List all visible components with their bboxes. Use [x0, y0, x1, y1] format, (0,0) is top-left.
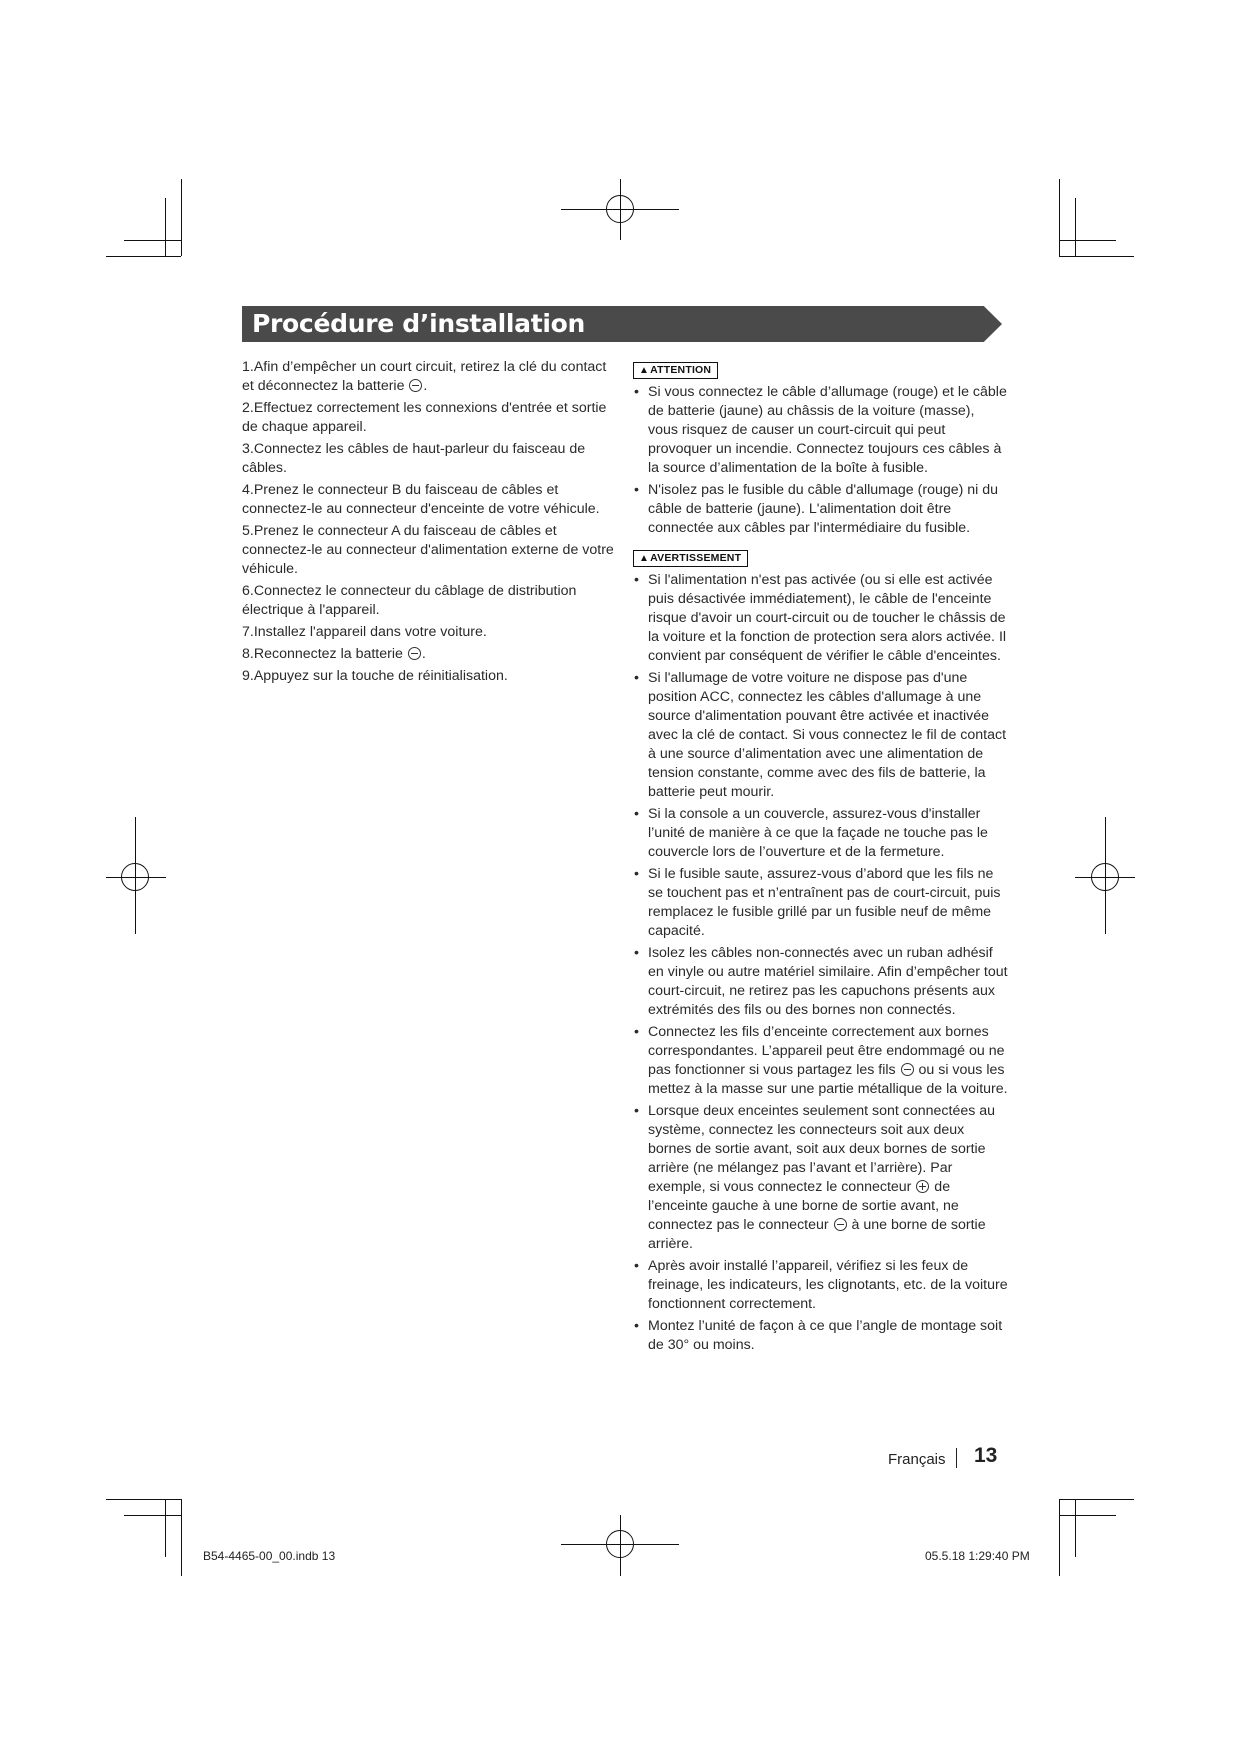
text-segment: Connectez le connecteur du câblage de distribution électrique à l'appareil.	[242, 583, 577, 618]
text-segment: Afin d’empêcher un court circuit, retirez la clé du contact et déconnectez la batterie	[242, 359, 607, 394]
text-segment: Montez l’unité de façon à ce que l’angle de montage soit de 30° ou moins.	[648, 1318, 1003, 1353]
attention-item: • N'isolez pas le fusible du câble d'allumage (rouge) ni du câble de batterie (jaune). L'alimentation doit être connectée aux câbles par l'intermédiaire du fusible.	[633, 481, 1008, 538]
avertissement-item	[633, 865, 1008, 941]
warning-triangle-icon: ▲	[639, 553, 650, 564]
avertissement-item	[633, 1317, 1008, 1355]
page-number: 13	[974, 1444, 998, 1467]
step-number: 3.	[242, 441, 254, 457]
step-number: 8.	[242, 646, 254, 662]
step-item	[242, 399, 614, 437]
text-segment: .	[423, 378, 428, 394]
step-number: 7.	[242, 624, 254, 640]
text-segment: Connectez les câbles de haut-parleur du faisceau de câbles.	[242, 441, 586, 476]
step-item	[242, 582, 614, 620]
avertissement-item	[633, 1102, 1008, 1254]
footer-separator	[956, 1448, 957, 1468]
plus-terminal-icon	[916, 1180, 929, 1193]
step-number: 5.	[242, 523, 254, 539]
slug-timestamp: 05.5.18 1:29:40 PM	[925, 1549, 1030, 1563]
attention-label	[633, 362, 718, 379]
section-title: Procédure d’installation	[252, 309, 586, 338]
text-segment: Reconnectez la batterie	[253, 646, 407, 662]
text-segment: Si la console a un couvercle, assurez-vous d'installer l’unité de manière à ce que la façade ne touche pas le couvercle lors de l’ouverture et de la fermeture.	[648, 806, 988, 860]
warnings-column	[633, 360, 1008, 1363]
minus-terminal-icon	[409, 379, 422, 392]
attention-label-text: ATTENTION	[650, 364, 712, 376]
minus-terminal-icon	[834, 1218, 847, 1231]
installation-steps	[242, 358, 614, 689]
avertissement-item	[633, 571, 1008, 666]
step-number: 9.	[242, 668, 254, 684]
avertissement-item	[633, 805, 1008, 862]
text-segment: .	[421, 646, 426, 662]
attention-item: • Si vous connectez le câble d’allumage (rouge) et le câble de batterie (jaune) au châssis de la voiture (masse), vous risquez de causer un court-circuit qui peut provoquer un incendie. Connectez toujours ces câbles à la source d’alimentation de la boîte à fusible.	[633, 383, 1008, 478]
text-segment: Prenez le connecteur B du faisceau de câbles et connectez-le au connecteur d'enceinte de votre véhicule.	[242, 482, 600, 517]
avertissement-list	[633, 571, 1008, 1355]
text-segment: Prenez le connecteur A du faisceau de câbles et connectez-le au connecteur d'alimentation externe de votre véhicule.	[242, 523, 614, 577]
slug-file: B54-4465-00_00.indb 13	[203, 1549, 336, 1563]
text-segment: ou si vous les mettez à la masse sur une partie métallique de la voiture.	[648, 1062, 1008, 1097]
step-item	[242, 481, 614, 519]
step-number: 1.	[242, 359, 254, 375]
minus-terminal-icon	[408, 647, 421, 660]
text-segment: Si l'allumage de votre voiture ne dispose pas d'une position ACC, connectez les câbles d'allumage à une source d'alimentation pouvant être activée et inactivée avec la clé de contact. Si vous connectez le fil de contact à une source d’alimentation avec une alimentation de tension constante, comme avec des fils de batterie, la batterie peut mourir.	[648, 670, 1007, 800]
step-item	[242, 440, 614, 478]
avertissement-label	[633, 550, 748, 567]
text-segment: Connectez les fils d’enceinte correctement aux bornes correspondantes. L’appareil peut être endommagé ou ne pas fonctionner si vous partagez les fils	[648, 1024, 1005, 1078]
footer-language: Français	[888, 1451, 946, 1468]
text-segment: Après avoir installé l’appareil, vérifiez si les feux de freinage, les indicateurs, les clignotants, etc. de la voiture fonctionnent correctement.	[648, 1258, 1008, 1312]
text-segment: Effectuez correctement les connexions d'entrée et sortie de chaque appareil.	[242, 400, 607, 435]
step-number: 6.	[242, 583, 254, 599]
text-segment: Lorsque deux enceintes seulement sont connectées au système, connectez les connecteurs soit aux deux bornes de sortie avant, soit aux deux bornes de sortie arrière (ne mélangez pas l’avant et l’arrière). Par exemple, si vous connectez le connecteur	[648, 1103, 996, 1195]
avertissement-item	[633, 1257, 1008, 1314]
step-number: 4.	[242, 482, 254, 498]
step-item	[242, 645, 614, 664]
step-item	[242, 667, 614, 686]
avertissement-item	[633, 669, 1008, 802]
text-segment: Isolez les câbles non-connectés avec un ruban adhésif en vinyle ou autre matériel similaire. Afin d’empêcher tout court-circuit, ne retirez pas les capuchons présents aux extrémités des fils ou des bornes non connectés.	[648, 945, 1008, 1018]
text-segment: à une borne de sortie arrière.	[648, 1217, 986, 1252]
text-segment: Appuyez sur la touche de réinitialisation.	[253, 668, 508, 684]
avertissement-item	[633, 944, 1008, 1020]
step-item	[242, 522, 614, 579]
step-item	[242, 623, 614, 642]
text-segment: Si le fusible saute, assurez-vous d’abord que les fils ne se touchent pas et n’entraînent pas de court-circuit, puis remplacez le fusible grillé par un fusible neuf de même capacité.	[648, 866, 1001, 939]
avertissement-item	[633, 1023, 1008, 1099]
text-segment: de l’enceinte gauche à une borne de sortie avant, ne connectez pas le connecteur	[648, 1179, 959, 1233]
step-number: 2.	[242, 400, 254, 416]
minus-terminal-icon	[901, 1063, 914, 1076]
avertissement-label-text: AVERTISSEMENT	[650, 552, 742, 564]
warning-triangle-icon: ▲	[639, 365, 650, 376]
attention-list	[633, 383, 1008, 538]
step-item	[242, 358, 614, 396]
text-segment: Si l'alimentation n'est pas activée (ou si elle est activée puis désactivée immédiatement), le câble de l'enceinte risque d'avoir un court-circuit ou de toucher le châssis de la voiture et la fonction de protection sera alors activée. Il convient par conséquent de vérifier le câble d'enceintes.	[648, 572, 1007, 664]
text-segment: Installez l'appareil dans votre voiture.	[253, 624, 487, 640]
